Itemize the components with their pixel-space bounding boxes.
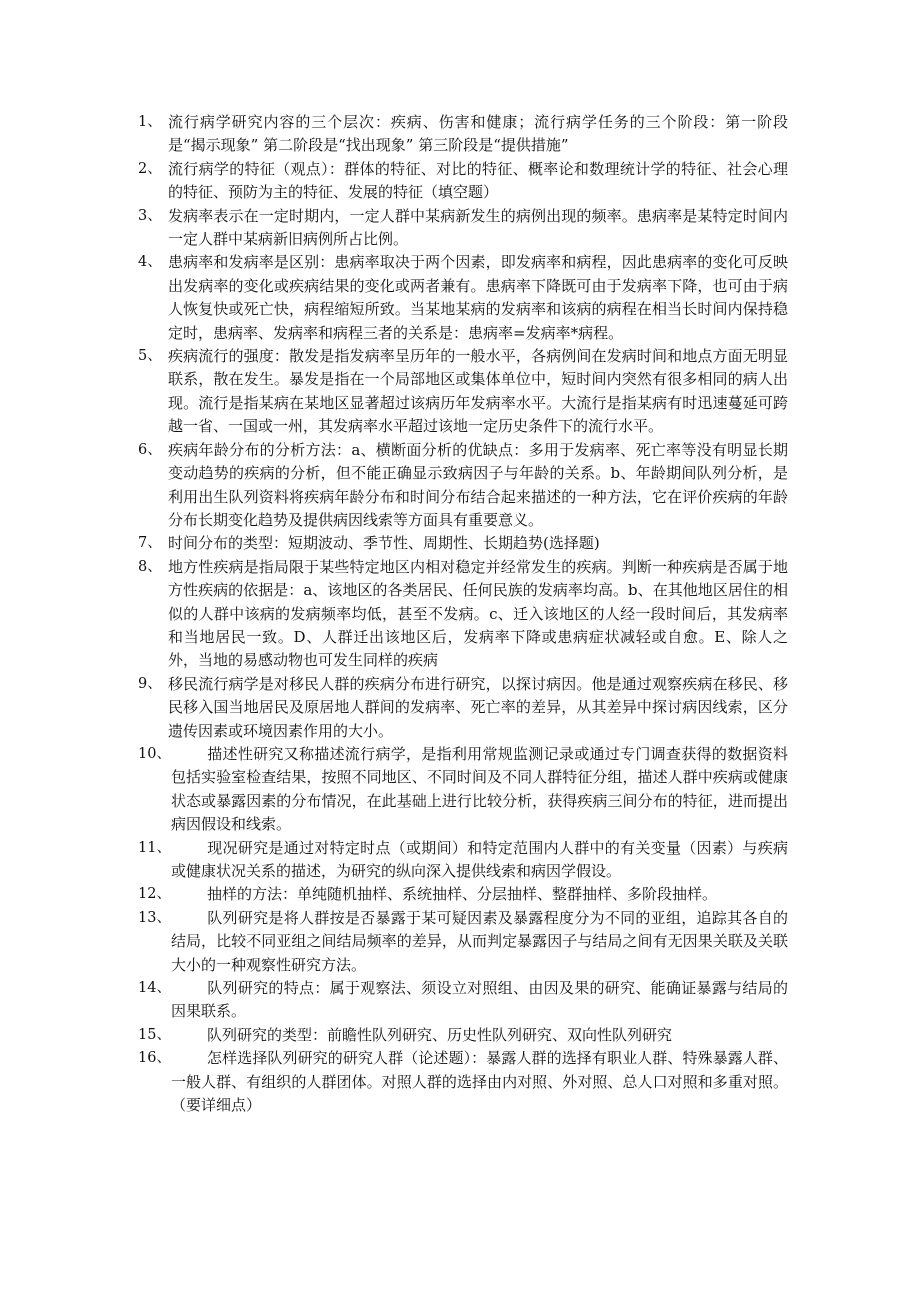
list-item	[138, 883, 788, 906]
item-text: 时间分布的类型：短期波动、季节性、周期性、长期趋势(选择题)	[168, 534, 600, 553]
list-item	[138, 439, 788, 533]
item-number: 14、	[138, 980, 171, 997]
item-text	[171, 1024, 788, 1047]
item-text	[171, 743, 788, 837]
list-item	[138, 1047, 788, 1117]
item-body: 队列研究的特点：属于观察法、须设立对照组、由因及果的研究、能确证暴露与结局的因果联系。	[170, 979, 788, 1021]
item-number: 8、	[138, 558, 162, 575]
list-item	[138, 345, 788, 439]
item-text: 患病率和发病率是区别：患病率取决于两个因素，即发病率和病程，因此患病率的变化可反映出发病率的变化或疾病结果的变化或两者兼有。患病率下降既可由于发病率下降，也可由于病人恢复快或死亡快，病程缩短所致。当某地某病的发病率和该病的病程在相当长时间内保持稳定时，患病率、发病率和病程三者的关系是：患病率=发病率*病程。	[168, 253, 788, 342]
item-text: 发病率表示在一定时期内，一定人群中某病新发生的病例出现的频率。患病率是某特定时间内一定人群中某病新旧病例所占比例。	[168, 206, 788, 249]
item-number: 15、	[138, 1026, 171, 1043]
item-number: 5、	[138, 348, 162, 365]
item-number: 1、	[138, 114, 162, 130]
item-text: 移民流行病学是对移民人群的疾病分布进行研究，以探讨病因。他是通过观察疾病在移民、移民移入国当地居民及原居地人群间的发病率、死亡率的差异，从其差异中探讨病因线索，区分遗传因素或环境因素作用的大小。	[168, 674, 788, 740]
item-text: 疾病年龄分布的分析方法：a、横断面分析的优缺点：多用于发病率、死亡率等没有明显长期变动趋势的疾病的分析，但不能正确显示致病因子与年龄的关系。b、年龄期间队列分析，是利用出生队列资料将疾病年龄分布和时间分布结合起来描述的一种方法，它在评价疾病的年龄分布长期变化趋势及提供病因线索等方面具有重要意义。	[168, 440, 788, 529]
list-item	[138, 111, 788, 158]
list-item	[138, 673, 788, 743]
list-item	[138, 205, 788, 252]
item-text	[171, 837, 788, 884]
item-body: 队列研究的类型：前瞻性队列研究、历史性队列研究、双向性队列研究	[206, 1025, 672, 1044]
item-text: 地方性疾病是指局限于某些特定地区内相对稳定并经常发生的疾病。判断一种疾病是否属于地方性疾病的依据是：a、该地区的各类居民、任何民族的发病率均高。b、在其他地区居住的相似的人群中该病的发病频率均低，甚至不发病。c、迁入该地区的人经一段时间后，其发病率和当地居民一致。D、人群迁出该地区后，发病率下降或患病症状减轻或自愈。E、除人之外，当地的易感动物也可发生同样的疾病	[168, 557, 788, 670]
item-number: 13、	[138, 909, 171, 926]
numbered-list	[138, 111, 788, 1117]
list-item	[138, 1024, 788, 1047]
list-item	[138, 556, 788, 673]
item-number: 9、	[138, 675, 162, 692]
list-item	[138, 837, 788, 884]
item-text	[171, 883, 788, 906]
item-body: 现况研究是通过对特定时点（或期间）和特定范围内人群中的有关变量（因素）与疾病或健康状况关系的描述，为研究的纵向深入提供线索和病因学假设。	[170, 838, 788, 880]
list-item	[138, 251, 788, 345]
item-number: 16、	[138, 1050, 171, 1067]
item-text	[171, 977, 788, 1024]
item-number: 10、	[138, 745, 171, 762]
list-item	[138, 743, 788, 837]
list-item	[138, 907, 788, 977]
item-body: 抽样的方法：单纯随机抽样、系统抽样、分层抽样、整群抽样、多阶段抽样。	[206, 885, 717, 904]
item-body: 描述性研究又称描述流行病学，是指利用常规监测记录或通过专门调查获得的数据资料包括实验室检查结果，按照不同地区、不同时间及不同人群特征分组，描述人群中疾病或健康状态或暴露因素的分布情况，在此基础上进行比较分析，获得疾病三间分布的特征，进而提出病因假设和线索。	[170, 744, 788, 834]
item-text	[171, 1047, 788, 1117]
item-text: 流行病学的特征（观点）：群体的特征、对比的特征、概率论和数理统计学的特征、社会心理的特征、预防为主的特征、发展的特征（填空题）	[168, 159, 788, 202]
list-item	[138, 532, 788, 555]
item-text	[171, 907, 788, 977]
item-number: 3、	[138, 207, 162, 224]
item-number: 2、	[138, 160, 162, 177]
item-body: 队列研究是将人群按是否暴露于某可疑因素及暴露程度分为不同的亚组，追踪其各自的结局，比较不同亚组之间结局频率的差异，从而判定暴露因子与结局之间有无因果关联及关联大小的一种观察性研究方法。	[170, 908, 788, 974]
item-number: 12、	[138, 886, 171, 903]
item-body: 怎样选择队列研究的研究人群（论述题）：暴露人群的选择有职业人群、特殊暴露人群、一般人群、有组织的人群团体。对照人群的选择由内对照、外对照、总人口对照和多重对照。（要详细点）	[170, 1049, 788, 1115]
item-number: 7、	[138, 535, 162, 552]
item-text: 流行病学研究内容的三个层次：疾病、伤害和健康；流行病学任务的三个阶段：第一阶段是“揭示现象” 第二阶段是“找出现象” 第三阶段是“提供措施”	[168, 113, 788, 155]
item-number: 4、	[138, 254, 162, 271]
list-item	[138, 158, 788, 205]
item-number: 6、	[138, 441, 162, 458]
item-number: 11、	[138, 839, 171, 856]
list-item	[138, 977, 788, 1024]
item-text: 疾病流行的强度：散发是指发病率呈历年的一般水平，各病例间在发病时间和地点方面无明显联系，散在发生。暴发是指在一个局部地区或集体单位中，短时间内突然有很多相同的病人出现。流行是指某病在某地区显著超过该病历年发病率水平。大流行是指某病有时迅速蔓延可跨越一省、一国或一州，其发病率水平超过该地一定历史条件下的流行水平。	[168, 347, 788, 436]
